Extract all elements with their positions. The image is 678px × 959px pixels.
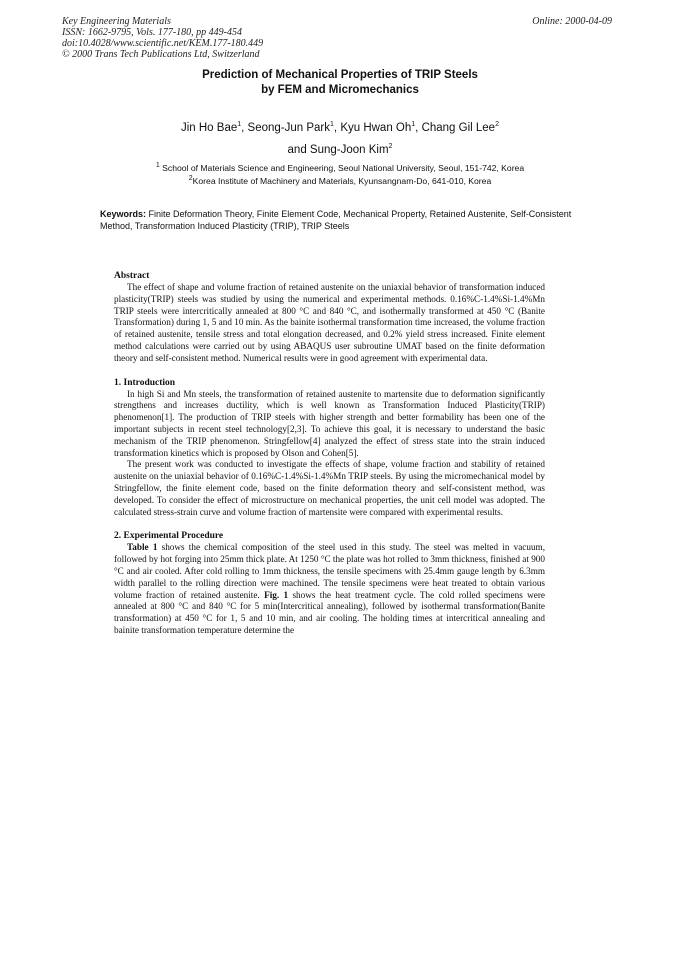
author-affil-sup: 1 <box>330 121 334 129</box>
affiliation-text: School of Materials Science and Engineering, Seoul National University, Seoul, 151-742, Korea <box>162 163 525 173</box>
experimental-heading: 2. Experimental Procedure <box>114 531 224 542</box>
fig-1-reference: Fig. 1 <box>264 589 289 600</box>
introduction-section <box>114 377 545 519</box>
author-line-1: Jin Ho Bae$^1$, Seong-Jun Park$^1$, Kyu Hwan Oh$^1$, Chang Gil Lee$^2$ <box>180 121 499 134</box>
paper-body <box>114 270 545 649</box>
abstract-section <box>114 270 545 365</box>
author-line-2 <box>120 139 560 161</box>
title-line-1: Prediction of Mechanical Properties of TRIP Steels <box>202 69 478 81</box>
introduction-heading: 1. Introduction <box>114 377 176 388</box>
experimental-text-b: shows the heat treatment cycle. The cold rolled specimens were annealed at 800 °C and 840 °C for 5 min(Intercritical annealing), followed by isothermal transformation(Banite transformation) at 450 °C for 1, 5 and 10 min, and air cooling. The holding times at intercritical annealing and bainite transformation temperature determine the <box>114 589 545 635</box>
journal-name: Key Engineering Materials <box>62 16 171 27</box>
online-date: Online: 2000-04-09 <box>532 16 612 27</box>
author-conjunction: and <box>287 144 307 156</box>
keywords <box>100 208 580 232</box>
issn-line: ISSN: 1662-9795, Vols. 177-180, pp 449-454 <box>62 27 242 38</box>
author-name: Sung-Joon Kim <box>309 144 389 156</box>
affiliations <box>90 162 590 188</box>
affiliation-2 <box>90 175 590 188</box>
copyright-line: © 2000 Trans Tech Publications Ltd, Switzerland <box>62 49 260 60</box>
author-name: Chang Gil Lee <box>421 122 496 134</box>
affiliation-1 <box>90 162 590 175</box>
author-affil-sup: 1 <box>411 121 416 129</box>
experimental-text-a: shows the chemical composition of the steel used in this study. The steel was melted in vacuum, followed by hot forging into 25mm thick plate. At 1250 °C the plate was hot rolled to 3mm thickness, finished at 900 °C and air cooled. After cold rolling to 1mm thickness, the tensile specimens with 25.4mm gauge length by 6.3mm width parallel to the rolling direction were machined. The tensile specimens were heat treated to obtain various volume fraction of retained austenite. <box>114 542 545 600</box>
affiliation-sup: 2 <box>188 175 193 183</box>
author-list <box>120 117 560 161</box>
author-affil-sup: 1 <box>237 121 242 129</box>
introduction-paragraph-1: In high Si and Mn steels, the transformation of retained austenite to martensite due to deformation significantly strengthens and increases ductility, which is well known as Transformation Induced Plasticity(TRIP) phenomenon[1]. The production of TRIP steels with higher strength and better formability has been one of the important subjects in recent steel technology[2,3]. To achieve this goal, it is necessary to understand the basic mechanism of the TRIP phenomenon. Stringfellow[4] analyzed the effect of stress state into the strain induced transformation kinetics which is proposed by Olson and Cohen[5]. <box>114 388 545 458</box>
experimental-section <box>114 530 545 636</box>
affiliation-sup: 1 <box>155 162 160 170</box>
affiliation-text: Korea Institute of Machinery and Materials, Kyunsangnam-Do, 641-010, Korea <box>192 176 492 186</box>
author-affil-sup: 2 <box>388 143 393 151</box>
experimental-paragraph-1 <box>114 542 545 636</box>
paper-title <box>120 68 560 98</box>
abstract-heading: Abstract <box>114 271 150 281</box>
keywords-text: Finite Deformation Theory, Finite Element Code, Mechanical Property, Retained Austenite, Self-Consistent Method, Transformation Induced Plasticity (TRIP), TRIP Steels <box>100 209 572 231</box>
title-line-2: by FEM and Micromechanics <box>261 84 419 96</box>
author-name: Kyu Hwan Oh <box>340 122 412 134</box>
journal-header <box>62 16 263 60</box>
author-name: Jin Ho Bae <box>180 122 238 134</box>
introduction-paragraph-2: The present work was conducted to investigate the effects of shape, volume fraction and stability of retained austenite on the uniaxial behavior of 0.16%C-1.4%Si-1.4%Mn TRIP steels. By using the micromechanical model by Stringfellow, the finite element code, based on the finite deformation theory and self-consistent method, was developed. To consider the effect of microstructure on mechanical properties, the unit cell model was adopted. The calculated stress-strain curve and volume fraction of martensite were compared with experimental results. <box>114 459 545 517</box>
keywords-label: Keywords: <box>100 209 147 219</box>
table-1-reference: Table 1 <box>127 542 158 553</box>
doi-line: doi:10.4028/www.scientific.net/KEM.177-180.449 <box>62 38 264 49</box>
abstract-text: The effect of shape and volume fraction of retained austenite on the uniaxial behavior of transformation induced plasticity(TRIP) steels was studied by using the numerical and experimental methods. 0.16%C-1.4%Si-1.4%Mn TRIP steels were intercritically annealed at 800 °C and 840 °C, and isothermally transformed at 450 °C (Banite Transformation) during 1, 5 and 10 min. As the bainite isothermal transformation time increased, the volume fraction of retained austenite, tensile stress and total elongation decreased, and 0.2% yield stress increased. Finite element method calculations were carried out by using ABAQUS user subroutine UMAT based on the finite deformation theory and self-consistent method. Numerical results were in good agreement with experimental data. <box>114 282 545 363</box>
author-name: Seong-Jun Park <box>247 122 331 134</box>
author-affil-sup: 2 <box>495 121 499 129</box>
